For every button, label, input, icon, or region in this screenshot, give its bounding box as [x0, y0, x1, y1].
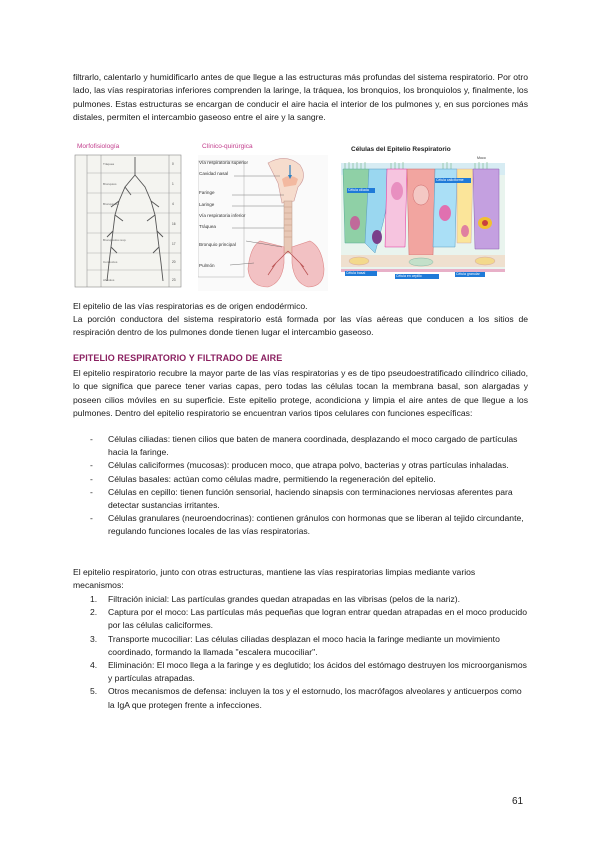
label-pulmon: Pulmón: [199, 263, 215, 268]
section-paragraph: El epitelio respiratorio recubre la mayor parte de las vías respiratorias y es de tipo pseudoestratificado cilíndrico ciliado, lo que significa que parece tener varias capas, pero todas las células tocan la membrana basal, son alargadas y poseen cilios móviles en su superficie. Este epitelio protege, acondiciona y limpia el aire antes de que llegue a los pulmones. Dentro del epitelio respiratorio se encuentran varios tipos celulares con funciones específicas:: [73, 368, 528, 419]
airway-table-diagram: [73, 143, 183, 291]
page-number: 61: [512, 796, 524, 807]
cell-type-list: [90, 433, 528, 539]
list-number: 3.: [90, 633, 98, 644]
svg-text:4: 4: [172, 202, 174, 206]
list-item: [90, 659, 528, 685]
list-item: [90, 593, 528, 606]
label-faringe: Faringe: [199, 190, 215, 195]
figure-title-epitelio: Células del Epitelio Respiratorio: [351, 146, 451, 153]
list-item: - Células caliciformes (mucosas): producen moco, que atrapa polvo, bacterias y otras partículas inhaladas.: [90, 459, 528, 472]
svg-text:1: 1: [172, 182, 174, 186]
label-bronquio-principal: Bronquio principal: [199, 242, 236, 247]
label-celula-ciliada: Célula ciliada: [348, 188, 369, 192]
list-text: Eliminación: El moco llega a la faringe y es deglutido; los ácidos del estómago destruyen los microorganismos y partículas atrapadas.: [108, 660, 527, 684]
mechanisms-list: [90, 593, 528, 712]
list-number: 4.: [90, 660, 98, 671]
list-text: Otros mecanismos de defensa: incluyen la tos y el estornudo, los macrófagos alveolares y anticuerpos como la IgA que protegen frente a infecciones.: [108, 686, 522, 710]
figure-epitelio: [335, 143, 511, 291]
section-heading: EPITELIO RESPIRATORIO Y FILTRADO DE AIRE: [73, 353, 283, 363]
svg-text:17: 17: [172, 242, 176, 246]
svg-text:Conductos: Conductos: [103, 260, 118, 264]
label-traquea: Tráquea: [199, 224, 216, 229]
figure-morfofisiologia: [73, 143, 183, 291]
svg-text:Tráquea: Tráquea: [103, 162, 115, 166]
svg-text:Bronquios: Bronquios: [103, 182, 117, 186]
epithelium-illustration: [335, 143, 511, 291]
figure-clinico-quirurgica: [198, 143, 328, 291]
svg-text:0: 0: [172, 162, 174, 166]
list-number: 2.: [90, 607, 98, 618]
list-number: 1.: [90, 594, 98, 604]
paragraph-endodermic-origin: El epitelio de las vías respiratorias es de origen endodérmico.: [73, 301, 308, 311]
list-item: - Células ciliadas: tienen cilios que baten de manera coordinada, desplazando el moco cargado de partículas hacia la faringe.: [90, 433, 528, 459]
label-cavidad-nasal: Cavidad nasal: [199, 171, 229, 176]
list-text: Filtración inicial: Las partículas grandes quedan atrapadas en las vibrisas (pelos de la nariz).: [108, 594, 461, 604]
svg-text:23: 23: [172, 278, 176, 282]
figure-caption-clinico: Clínico-quirúrgica: [202, 143, 253, 150]
svg-text:16: 16: [172, 222, 176, 226]
list-item: - Células granulares (neuroendocrinas): contienen gránulos con hormonas que se liberan al tejido circundante, regulando funciones locales de las vías respiratorias.: [90, 512, 528, 538]
label-celula-granular: Célula granular: [456, 272, 480, 276]
svg-text:Alvéolos: Alvéolos: [103, 278, 115, 282]
svg-text:20: 20: [172, 260, 176, 264]
label-moco: Moco: [477, 156, 486, 160]
mechanisms-intro: El epitelio respiratorio, junto con otras estructuras, mantiene las vías respiratorias limpias mediante varios mecanismos:: [73, 567, 476, 591]
list-item: [90, 685, 528, 711]
list-item: - Células basales: actúan como células madre, permitiendo la regeneración del epitelio.: [90, 473, 528, 486]
list-text: Captura por el moco: Las partículas más pequeñas que logran entrar quedan atrapadas en el moco producido por las células caliciformes.: [108, 607, 527, 631]
label-via-superior: Vía respiratoria superior: [199, 160, 249, 165]
list-item: - Células en cepillo: tienen función sensorial, haciendo sinapsis con terminaciones nerviosas aferentes para detectar sustancias irritantes.: [90, 486, 528, 512]
list-number: 5.: [90, 686, 98, 697]
svg-text:Bronquiolos resp.: Bronquiolos resp.: [103, 238, 127, 242]
list-item: [90, 633, 528, 659]
label-via-inferior: Vía respiratoria inferior: [199, 213, 246, 218]
list-item: [90, 606, 528, 632]
list-text: Transporte mucociliar: Las células ciliadas desplazan el moco hacia la faringe mediante un movimiento coordinado, formando la llamada "escalera mucociliar".: [108, 633, 500, 657]
paragraph-conducting-portion: La porción conductora del sistema respiratorio está formada por las vías aéreas que conducen a los sitios de respiración dentro de los pulmones donde tienen lugar el intercambio gaseoso.: [73, 314, 528, 338]
label-celula-cepillo: Célula en cepillo: [396, 274, 422, 278]
svg-text:Bronquiolos: Bronquiolos: [103, 202, 119, 206]
label-laringe: Laringe: [199, 202, 215, 207]
label-celula-basal: Célula basal: [346, 271, 366, 275]
figure-caption-morfofisiologia: Morfofisiología: [77, 143, 120, 150]
label-celula-caliciforme: Célula caliciforme: [436, 178, 464, 182]
intro-paragraph: filtrarlo, calentarlo y humidificarlo antes de que llegue a las estructuras más profundas del sistema respiratorio. Por otro lado, las vías respiratorias inferiores comprenden la laringe, la tráquea, los bronquios, los bronquiolos y, finalmente, los pulmones. Estas estructuras se encargan de conducir el aire hacia el interior de los pulmones y, en sus porciones más distales, permiten el intercambio gaseoso entre el aire y la sangre.: [73, 72, 528, 123]
figure-row: [73, 143, 511, 293]
